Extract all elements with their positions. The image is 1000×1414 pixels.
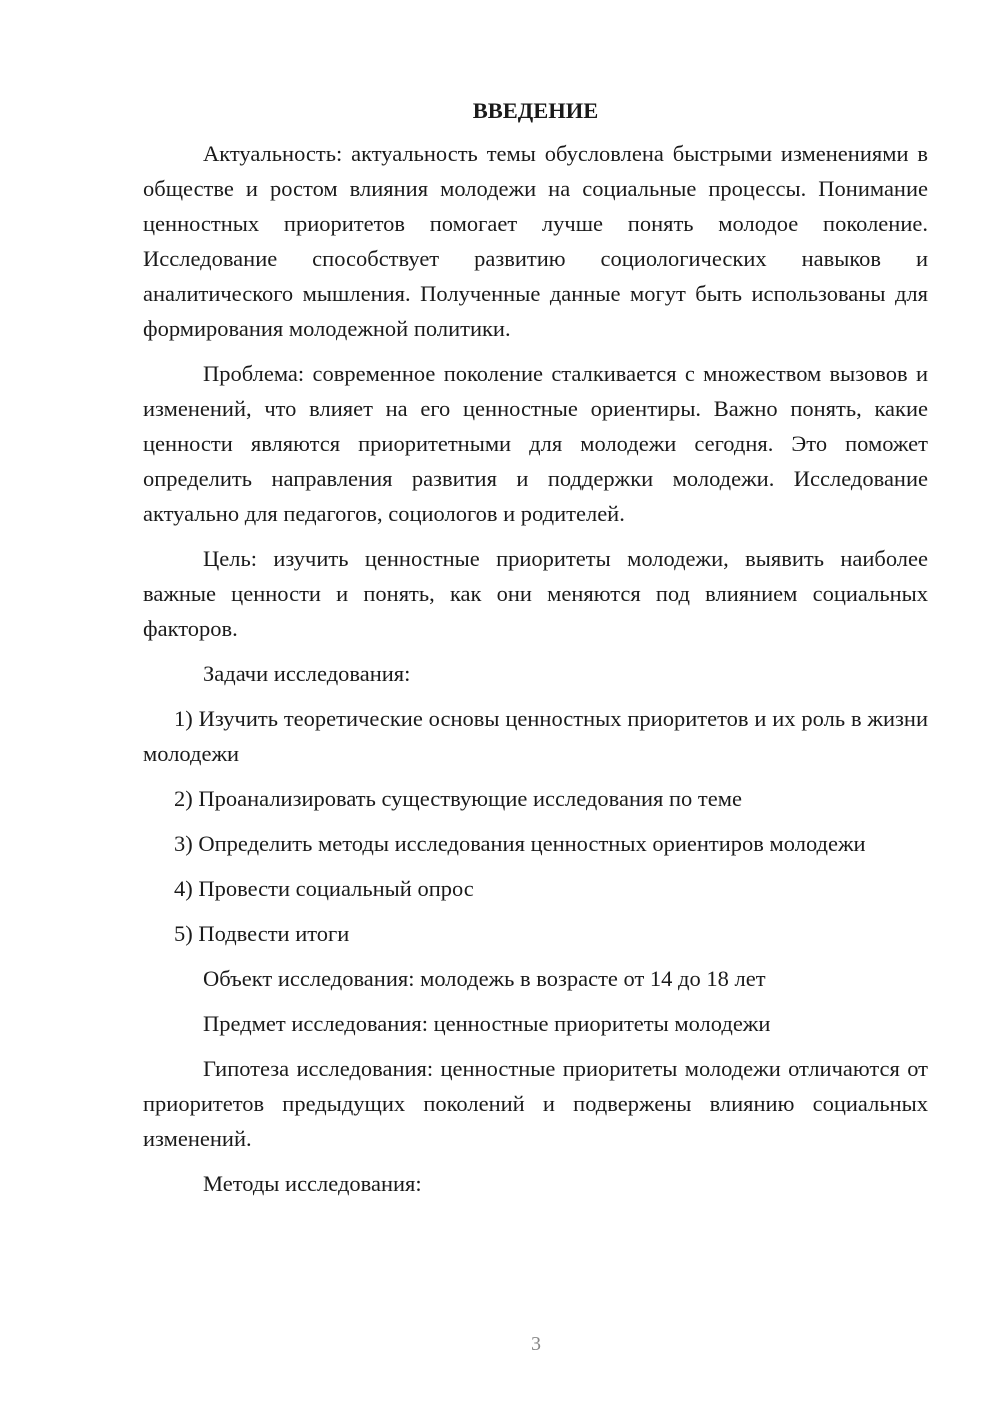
goal-paragraph: Цель: изучить ценностные приоритеты молодежи, выявить наиболее важные ценности и понять, как они меняются под влиянием социальных факторов. [143, 546, 928, 641]
task-item-1: 1) Изучить теоретические основы ценностных приоритетов и их роль в жизни молодежи [143, 706, 928, 766]
task-item-3: 3) Определить методы исследования ценностных ориентиров молодежи [174, 831, 866, 856]
document-page [143, 96, 928, 1211]
object-paragraph: Объект исследования: молодежь в возрасте от 14 до 18 лет [203, 966, 766, 991]
task-item-2: 2) Проанализировать существующие исследования по теме [174, 786, 742, 811]
hypothesis-paragraph: Гипотеза исследования: ценностные приоритеты молодежи отличаются от приоритетов предыдущих поколений и подвержены влиянию социальных изменений. [143, 1056, 928, 1151]
subject-paragraph: Предмет исследования: ценностные приоритеты молодежи [203, 1011, 771, 1036]
page-number: 3 [531, 1333, 541, 1355]
task-item-4: 4) Провести социальный опрос [174, 876, 474, 901]
relevance-paragraph: Актуальность: актуальность темы обусловлена быстрыми изменениями в обществе и ростом влияния молодежи на социальные процессы. Понимание ценностных приоритетов помогает лучше понять молодое поколение. Исследование способствует развитию социологических навыков и аналитического мышления. Полученные данные могут быть использованы для формирования молодежной политики. [143, 141, 928, 341]
methods-heading: Методы исследования: [203, 1171, 422, 1196]
task-item-5: 5) Подвести итоги [174, 921, 350, 946]
problem-paragraph: Проблема: современное поколение сталкивается с множеством вызовов и изменений, что влияет на его ценностные ориентиры. Важно понять, какие ценности являются приоритетными для молодежи сегодня. Это поможет определить направления развития и поддержки молодежи. Исследование актуально для педагогов, социологов и родителей. [143, 361, 928, 526]
tasks-heading: Задачи исследования: [203, 661, 411, 686]
section-title: ВВЕДЕНИЕ [472, 98, 599, 123]
